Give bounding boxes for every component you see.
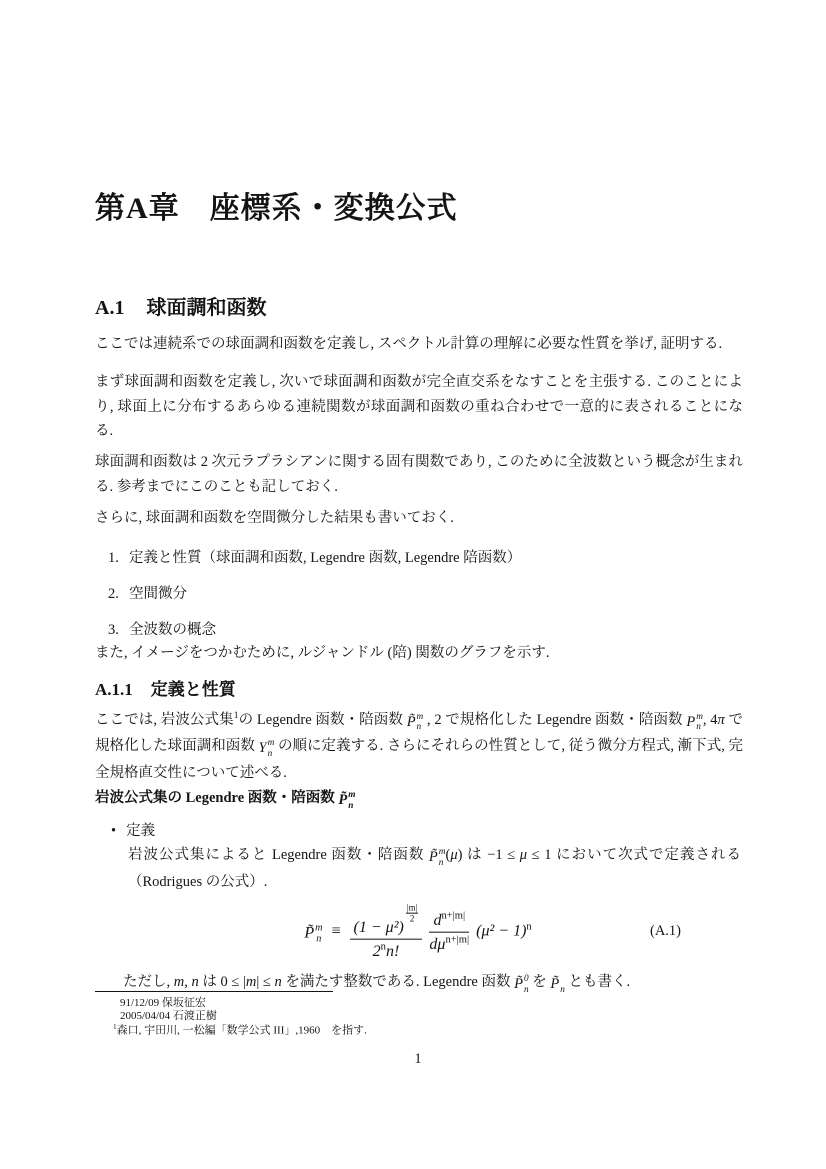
fraction-rodrigues: (1 − μ²) $\frac{|m|}{2}$ 2$^n$n!: [350, 903, 423, 962]
list-item-number: 1.: [108, 550, 119, 566]
fraction-derivative: $\frac{d^{n+|m|}}{d\mu^{n+|m|}}$: [429, 910, 470, 953]
section-number: A.1: [95, 297, 125, 319]
equiv-symbol: ≡: [331, 922, 341, 940]
bullet-item: [111, 819, 155, 840]
list-item-text: 全波数の概念: [129, 622, 216, 638]
list-item: [108, 584, 521, 605]
numbered-list: [108, 548, 521, 656]
bullet-label: 定義: [126, 823, 156, 839]
equation-tail: $(\mu^2 - 1)^n$: [476, 921, 532, 940]
subsection-heading: [95, 675, 236, 700]
equation-note: ただし, m, n は 0 ≤ |m| ≤ n を満たす整数である. Legendre 函数 P̃ 0 n を P̃ n とも書く.: [123, 974, 631, 995]
equation-a1: [95, 896, 741, 968]
subsection-title: 定義と性質: [150, 680, 236, 699]
paragraph-derivative: さらに, 球面調和函数を空間微分した結果も書いておく.: [95, 510, 454, 526]
paragraph-intro: ここでは連続系での球面調和函数を定義し, スペクトル計算の理解に必要な性質を挙げ, 証明する.: [95, 336, 723, 352]
footnote-date-1: 91/12/09 保坂征宏: [120, 997, 206, 1009]
list-item-text: 定義と性質（球面調和函数, Legendre 函数, Legendre 陪函数）: [129, 550, 522, 566]
bullet-icon: •: [111, 823, 117, 839]
paragraph-definitions: ここでは, 岩波公式集$^1$の Legendre 函数・陪函数 P̃ m n , 2 で規格化した Legendre 函数・陪函数 P m n , 4π で規格化した球面調和函数 Y m n の順に定義する. さらにそれらの性質として, 従う微分方程式, 漸下式, 完全規格直交性について述べる.: [95, 710, 744, 781]
list-item-text: 空間微分: [129, 586, 187, 602]
iwanami-heading: 岩波公式集の Legendre 函数・陪函数 P̃ m n: [95, 790, 356, 811]
page-number: 1: [414, 1051, 422, 1067]
equation-body: [95, 903, 741, 962]
chapter-title: 座標系・変換公式: [209, 192, 458, 225]
list-item-number: 3.: [108, 622, 119, 638]
section-title: 球面調和函数: [146, 297, 267, 319]
list-item-number: 2.: [108, 586, 119, 602]
section-heading: [95, 291, 266, 320]
paragraph-graph: また, イメージをつかむために, ルジャンドル (陪) 関数のグラフを示す.: [95, 645, 550, 661]
paragraph-overview: まず球面調和函数を定義し, 次いで球面調和函数が完全直交系をなすことを主張する. このことにより, 球面上に分布するあらゆる連続関数が球面調和函数の重ね合わせで一意的に表されることになる.: [95, 374, 743, 439]
chapter-label: 第A章: [95, 192, 180, 225]
list-item: [108, 548, 521, 569]
list-item: [108, 620, 521, 641]
footnote-reference: $^1$森口, 宇田川, 一松編「数学公式 III」,1960 を指す.: [113, 1023, 367, 1037]
subsection-number: A.1.1: [95, 680, 133, 699]
chapter-heading: [95, 183, 458, 227]
equation-number: (A.1): [650, 923, 682, 939]
paragraph-laplacian: 球面調和函数は 2 次元ラプラシアンに関する固有関数であり, このために全波数という概念が生まれる. 参考までにこのことも記しておく.: [95, 454, 743, 495]
footnote-rule: [95, 991, 333, 992]
footnote-date-2: 2005/04/04 石渡正樹: [120, 1009, 217, 1022]
equation-lhs: P̃ m n: [304, 922, 323, 945]
bullet-paragraph: 岩波公式集によると Legendre 函数・陪函数 P̃ m n (μ) は −1 ≤ μ ≤ 1 において次式で定義される（Rodrigues の公式）.: [128, 847, 741, 890]
